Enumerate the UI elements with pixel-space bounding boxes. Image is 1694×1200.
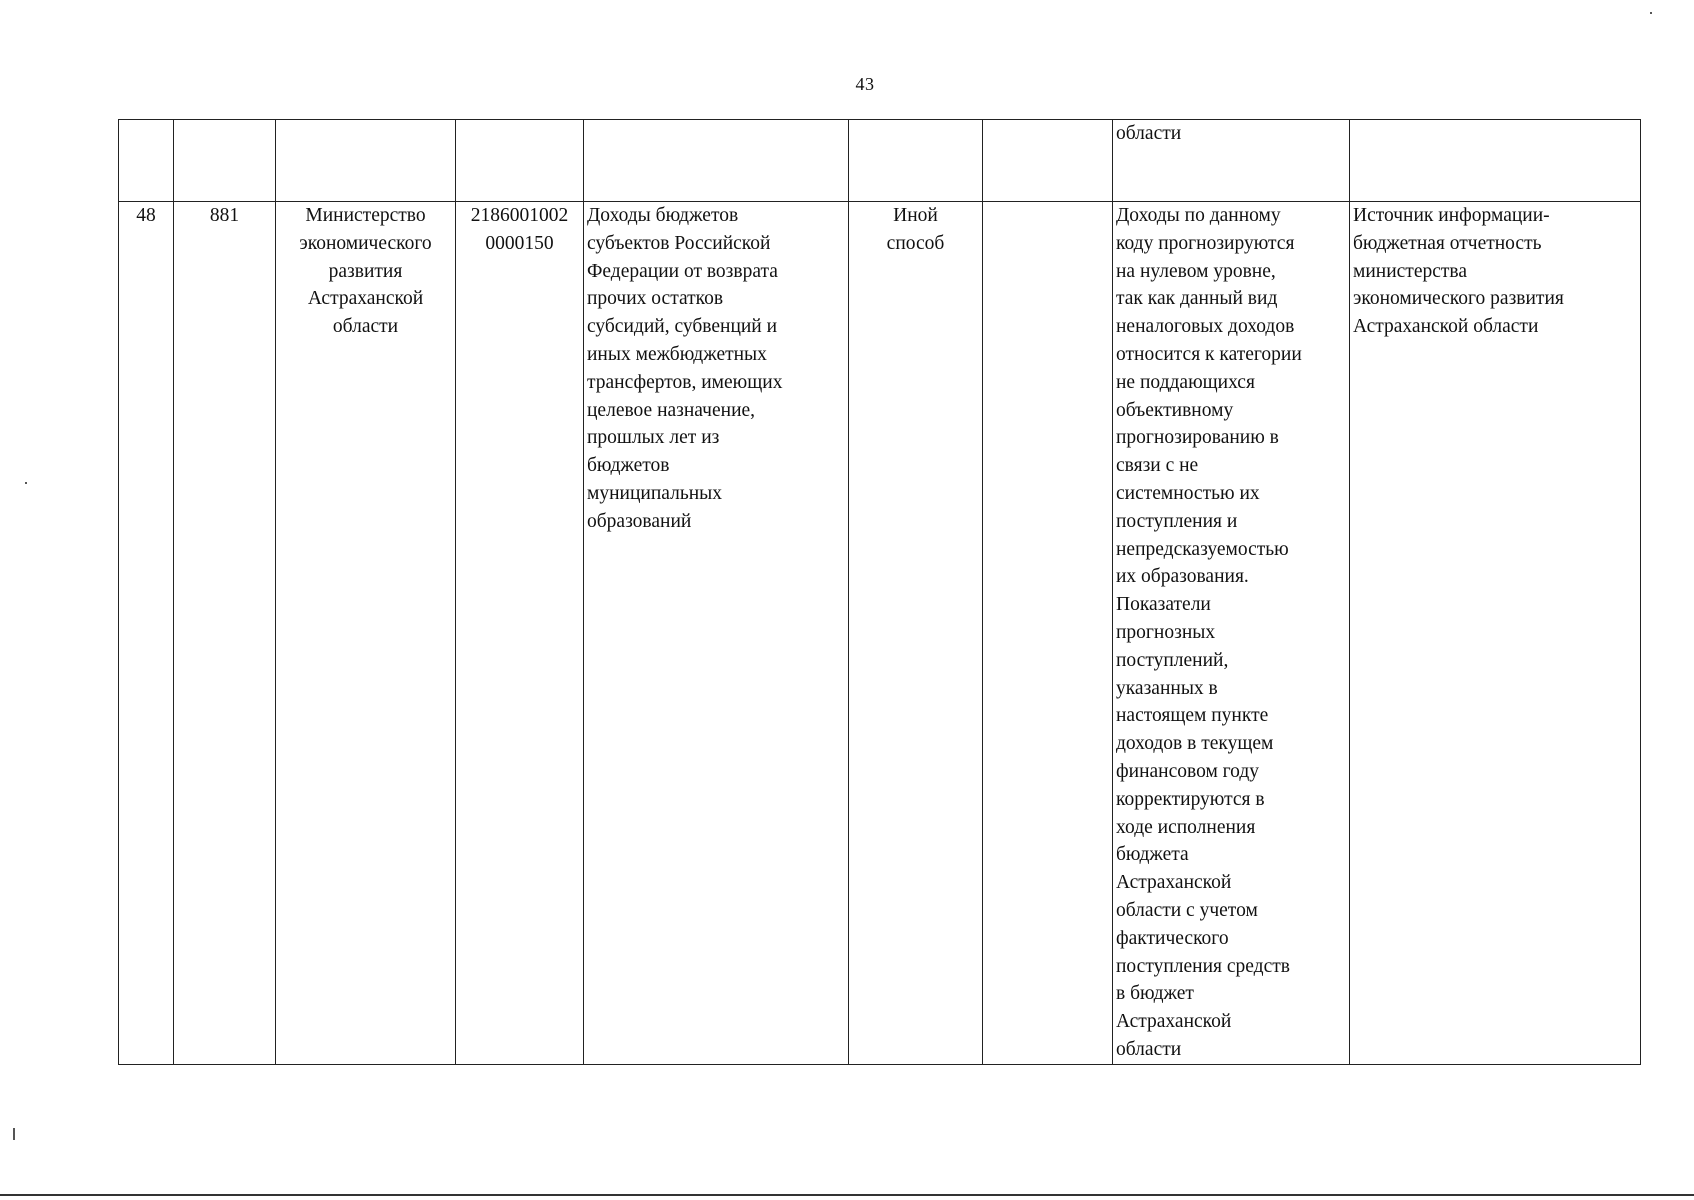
cell-number-continued — [119, 120, 174, 202]
cell-administrator-continued — [276, 120, 456, 202]
table-row — [119, 202, 1641, 1065]
scan-artifact-dot — [25, 482, 27, 484]
cell-method: Иной способ — [849, 202, 983, 1065]
cell-method-continued — [849, 120, 983, 202]
cell-formula — [983, 202, 1113, 1065]
table-row-continuation — [119, 120, 1641, 202]
cell-source-continued — [1350, 120, 1641, 202]
cell-source: Источник информации- бюджетная отчетность министерства экономического развития Астраханской области — [1350, 202, 1641, 1065]
cell-justification-continued: области — [1113, 120, 1350, 202]
cell-admin-code-continued — [174, 120, 276, 202]
scan-artifact-dot — [1650, 12, 1652, 14]
cell-kbk: 2186001002 0000150 — [456, 202, 584, 1065]
cell-revenue-name-continued — [584, 120, 849, 202]
cell-row-number: 48 — [119, 202, 174, 1065]
cell-formula-continued — [983, 120, 1113, 202]
scan-bottom-edge — [0, 1194, 1694, 1196]
page-number: 43 — [855, 74, 875, 94]
cell-administrator: Министерство экономического развития Астраханской области — [276, 202, 456, 1065]
cell-justification: Доходы по данному коду прогнозируются на нулевом уровне, так как данный вид неналоговых доходов относится к категории не поддающихся объективному прогнозированию в связи с не системностью их поступления и непредсказуемостью их образования. Показатели прогнозных поступлений, указанных в настоящем пункте доходов в текущем финансовом году корректируются в ходе исполнения бюджета Астраханской области с учетом фактического поступления средств в бюджет Астраханской области — [1113, 202, 1350, 1065]
scan-artifact-mark — [13, 1128, 15, 1140]
cell-admin-code: 881 — [174, 202, 276, 1065]
revenue-forecast-table — [118, 119, 1641, 1065]
cell-kbk-continued — [456, 120, 584, 202]
cell-revenue-name: Доходы бюджетов субъектов Российской Федерации от возврата прочих остатков субсидий, субвенций и иных межбюджетных трансфертов, имеющих целевое назначение, прошлых лет из бюджетов муниципальных образований — [584, 202, 849, 1065]
